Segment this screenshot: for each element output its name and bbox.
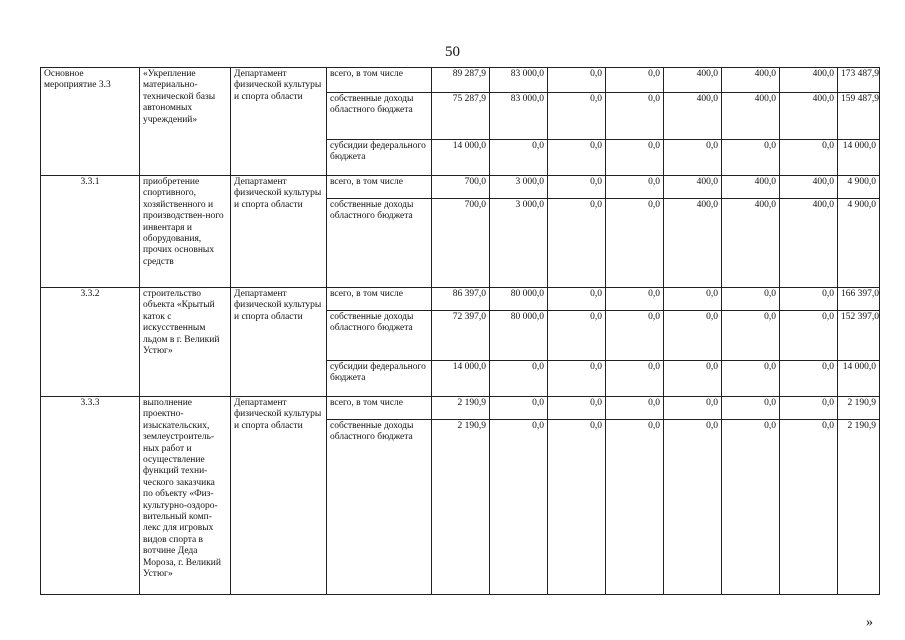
value-cell: 0,0 <box>490 361 548 397</box>
value-cell: 0,0 <box>664 397 722 420</box>
funding-source: субсидии федерального бюджета <box>327 361 432 397</box>
value-cell: 0,0 <box>606 288 664 311</box>
total-cell: 4 900,0 <box>838 176 880 199</box>
value-cell: 3 000,0 <box>490 199 548 288</box>
funding-source: собственные доходы областного бюджета <box>327 199 432 288</box>
value-cell: 2 190,9 <box>432 420 490 595</box>
value-cell: 0,0 <box>548 361 606 397</box>
value-cell: 0,0 <box>548 176 606 199</box>
value-cell: 400,0 <box>780 199 838 288</box>
total-cell: 166 397,0 <box>838 288 880 311</box>
funding-source: субсидии федерального бюджета <box>327 140 432 176</box>
value-cell: 400,0 <box>664 68 722 93</box>
value-cell: 0,0 <box>606 68 664 93</box>
executor: Департамент физической культуры и спорта области <box>231 176 327 288</box>
value-cell: 400,0 <box>780 93 838 140</box>
value-cell: 0,0 <box>548 68 606 93</box>
funding-source: собственные доходы областного бюджета <box>327 311 432 361</box>
total-cell: 4 900,0 <box>838 199 880 288</box>
value-cell: 80 000,0 <box>490 288 548 311</box>
executor: Департамент физической культуры и спорта области <box>231 397 327 595</box>
table-row <box>41 288 880 311</box>
value-cell: 0,0 <box>606 311 664 361</box>
value-cell: 0,0 <box>606 140 664 176</box>
table-row <box>41 68 880 93</box>
value-cell: 0,0 <box>780 311 838 361</box>
value-cell: 0,0 <box>722 420 780 595</box>
total-cell: 14 000,0 <box>838 140 880 176</box>
value-cell: 0,0 <box>664 361 722 397</box>
value-cell: 0,0 <box>606 199 664 288</box>
value-cell: 0,0 <box>780 397 838 420</box>
executor: Департамент физической культуры и спорта области <box>231 288 327 397</box>
value-cell: 0,0 <box>548 397 606 420</box>
funding-source: собственные доходы областного бюджета <box>327 420 432 595</box>
value-cell: 86 397,0 <box>432 288 490 311</box>
value-cell: 400,0 <box>722 68 780 93</box>
total-cell: 2 190,9 <box>838 397 880 420</box>
measure-name: выполнение проектно-изыскательских, землеустроитель-ных работ и осуществление функций техни-ческого заказчика по объекту «Физ-культурно-оздоро-вительный комп-лекс для игровых видов спорта в вотчине Деда Мороза, г. Великий Устюг» <box>140 397 231 595</box>
page-number: 50 <box>445 44 460 60</box>
value-cell: 0,0 <box>722 288 780 311</box>
value-cell: 0,0 <box>490 140 548 176</box>
value-cell: 0,0 <box>606 176 664 199</box>
measure-code: 3.3.2 <box>41 288 140 397</box>
value-cell: 89 287,9 <box>432 68 490 93</box>
total-cell: 2 190,9 <box>838 420 880 595</box>
value-cell: 0,0 <box>780 140 838 176</box>
total-cell: 14 000,0 <box>838 361 880 397</box>
value-cell: 400,0 <box>722 199 780 288</box>
value-cell: 0,0 <box>722 397 780 420</box>
value-cell: 0,0 <box>490 397 548 420</box>
value-cell: 3 000,0 <box>490 176 548 199</box>
value-cell: 700,0 <box>432 176 490 199</box>
executor: Департамент физической культуры и спорта области <box>231 68 327 176</box>
table-row <box>41 176 880 199</box>
value-cell: 0,0 <box>548 199 606 288</box>
funding-source: всего, в том числе <box>327 68 432 93</box>
funding-source: собственные доходы областного бюджета <box>327 93 432 140</box>
funding-source: всего, в том числе <box>327 288 432 311</box>
measure-code: Основное мероприятие 3.3 <box>41 68 140 176</box>
measure-code: 3.3.1 <box>41 176 140 288</box>
value-cell: 0,0 <box>780 361 838 397</box>
value-cell: 14 000,0 <box>432 140 490 176</box>
value-cell: 0,0 <box>548 93 606 140</box>
measure-name: строительство объекта «Крытый каток с искусственным льдом в г. Великий Устюг» <box>140 288 231 397</box>
value-cell: 83 000,0 <box>490 93 548 140</box>
value-cell: 14 000,0 <box>432 361 490 397</box>
value-cell: 0,0 <box>664 420 722 595</box>
value-cell: 0,0 <box>548 140 606 176</box>
table-row <box>41 397 880 420</box>
value-cell: 400,0 <box>664 93 722 140</box>
value-cell: 75 287,9 <box>432 93 490 140</box>
budget-table <box>40 67 880 595</box>
value-cell: 0,0 <box>664 140 722 176</box>
funding-source: всего, в том числе <box>327 397 432 420</box>
measure-name: приобретение спортивного, хозяйственного и производствен-ного инвентаря и оборудования, прочих основных средств <box>140 176 231 288</box>
value-cell: 0,0 <box>780 288 838 311</box>
value-cell: 400,0 <box>780 176 838 199</box>
value-cell: 0,0 <box>490 420 548 595</box>
value-cell: 72 397,0 <box>432 311 490 361</box>
value-cell: 400,0 <box>664 176 722 199</box>
measure-code: 3.3.3 <box>41 397 140 595</box>
value-cell: 400,0 <box>722 176 780 199</box>
value-cell: 0,0 <box>606 361 664 397</box>
value-cell: 0,0 <box>548 288 606 311</box>
value-cell: 0,0 <box>722 361 780 397</box>
value-cell: 0,0 <box>722 311 780 361</box>
value-cell: 0,0 <box>664 311 722 361</box>
total-cell: 152 397,0 <box>838 311 880 361</box>
value-cell: 83 000,0 <box>490 68 548 93</box>
funding-source: всего, в том числе <box>327 176 432 199</box>
total-cell: 173 487,9 <box>838 68 880 93</box>
value-cell: 700,0 <box>432 199 490 288</box>
value-cell: 80 000,0 <box>490 311 548 361</box>
value-cell: 400,0 <box>780 68 838 93</box>
value-cell: 0,0 <box>664 288 722 311</box>
value-cell: 0,0 <box>548 311 606 361</box>
value-cell: 400,0 <box>664 199 722 288</box>
value-cell: 0,0 <box>722 140 780 176</box>
value-cell: 0,0 <box>780 420 838 595</box>
value-cell: 400,0 <box>722 93 780 140</box>
measure-name: «Укрепление материально-технической базы автономных учреждений» <box>140 68 231 176</box>
total-cell: 159 487,9 <box>838 93 880 140</box>
value-cell: 0,0 <box>606 397 664 420</box>
value-cell: 0,0 <box>548 420 606 595</box>
value-cell: 0,0 <box>606 93 664 140</box>
value-cell: 0,0 <box>606 420 664 595</box>
value-cell: 2 190,9 <box>432 397 490 420</box>
closing-quote-mark: » <box>866 615 873 630</box>
